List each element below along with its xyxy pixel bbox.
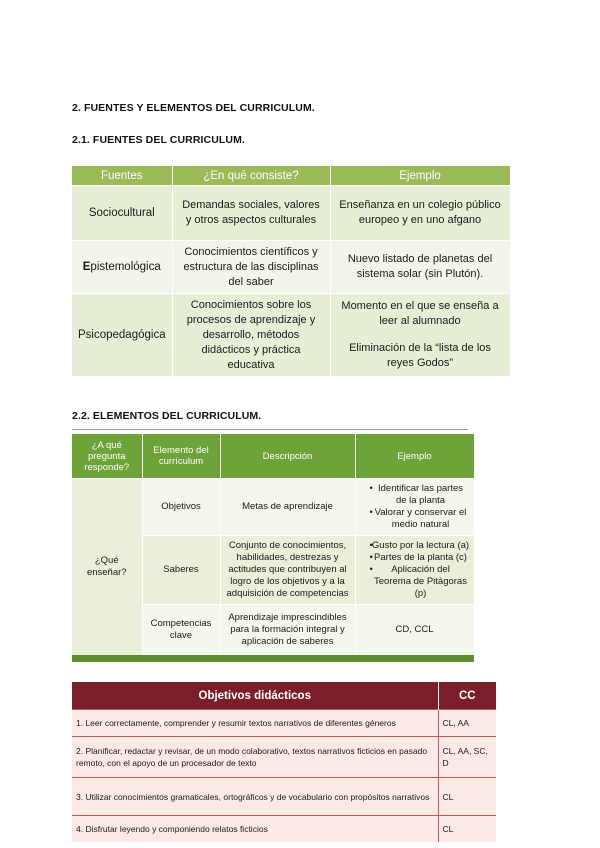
descripcion-cell: Conjunto de conocimientos, habilidades, destrezas y actitudes que contribuyen al logro de los objetivos y a la adquisición de competencias	[220, 536, 355, 605]
consiste-cell: Demandas sociales, valores y otros aspectos culturales	[172, 186, 330, 241]
header-consiste: ¿En qué consiste?	[172, 166, 330, 186]
table-row	[72, 479, 474, 536]
elemento-cell: Competencias clave	[142, 605, 220, 656]
ejemplo-line-1: Momento en el que se enseña a leer al alumnado	[341, 300, 499, 327]
objetivo-cell: 2. Planificar, redactar y revisar, de un modo colaborativo, textos narrativos ficticios en pasado remoto, con el apoyo de un procesador de texto	[72, 737, 438, 778]
ejemplo-cell	[355, 536, 474, 605]
list-item: • Valorar y conservar el medio natural	[372, 507, 470, 531]
objetivos-table	[72, 682, 496, 842]
header-ejemplo: Ejemplo	[355, 434, 474, 479]
header-ejemplo: Ejemplo	[330, 166, 510, 186]
header-descripcion: Descripción	[220, 434, 355, 479]
ejemplo-line-2: Eliminación de la “lista de los reyes Godos”	[349, 342, 491, 369]
descripcion-cell: Aprendizaje imprescindibles para la formación integral y aplicación de saberes	[220, 605, 355, 656]
ejemplo-cell	[330, 294, 510, 377]
ejemplo-list	[360, 483, 470, 531]
header-fuentes: Fuentes	[72, 166, 172, 186]
objetivo-cell: 4. Disfrutar leyendo y componiendo relatos ficticios	[72, 816, 438, 843]
table-row	[72, 778, 496, 816]
cc-cell: CL, AA, SC, D	[438, 737, 496, 778]
objetivo-cell: 3. Utilizar conocimientos gramaticales, ortográficos y de vocabulario con propósitos narrativos	[72, 778, 438, 816]
elemento-cell: Objetivos	[142, 479, 220, 536]
table-header-row	[72, 166, 510, 186]
table-header-row	[72, 682, 496, 710]
list-item: • Identificar las partes de la planta	[372, 483, 470, 507]
section-heading-2: 2. FUENTES Y ELEMENTOS DEL CURRICULUM.	[72, 102, 315, 114]
cc-cell: CL, AA	[438, 710, 496, 737]
divider	[72, 429, 468, 430]
table-row	[72, 737, 496, 778]
fuente-rest: pistemológica	[90, 260, 161, 273]
pregunta-cell: ¿Qué enseñar?	[72, 479, 142, 656]
header-cc: CC	[438, 682, 496, 710]
fuente-cell: Psicopedagógica	[72, 294, 172, 377]
list-item: • Aplicación del Teorema de Pitágoras (p)	[372, 564, 470, 600]
header-pregunta: ¿A qué pregunta responde?	[72, 434, 142, 479]
elementos-table-wrapper	[72, 434, 474, 662]
header-elemento: Elemento del currículum	[142, 434, 220, 479]
fuente-cell	[72, 241, 172, 294]
elemento-cell: Saberes	[142, 536, 220, 605]
fuentes-table	[72, 166, 511, 376]
fuente-cell: Sociocultural	[72, 186, 172, 241]
table-row	[72, 710, 496, 737]
table-row	[72, 241, 510, 294]
ejemplo-cell: Enseñanza en un colegio público europeo y en uno afgano	[330, 186, 510, 241]
table-row	[72, 816, 496, 843]
header-objetivos: Objetivos didácticos	[72, 682, 438, 710]
section-heading-2-1: 2.1. FUENTES DEL CURRICULUM.	[72, 134, 245, 146]
table-bottom-bar	[72, 655, 474, 662]
ejemplo-cell	[355, 479, 474, 536]
ejemplo-list	[360, 540, 470, 600]
cc-cell: CL	[438, 816, 496, 843]
list-item: • Partes de la planta (c)	[372, 552, 470, 564]
ejemplo-cell: Nuevo listado de planetas del sistema solar (sin Plutón).	[330, 241, 510, 294]
consiste-cell: Conocimientos científicos y estructura de las disciplinas del saber	[172, 241, 330, 294]
cc-cell: CL	[438, 778, 496, 816]
descripcion-cell: Metas de aprendizaje	[220, 479, 355, 536]
elementos-table	[72, 434, 475, 655]
list-item: • Gusto por la lectura (a)	[372, 540, 470, 552]
ejemplo-cell: CD, CCL	[355, 605, 474, 656]
table-row	[72, 294, 510, 377]
section-heading-2-2: 2.2. ELEMENTOS DEL CURRICULUM.	[72, 410, 262, 422]
objetivo-cell: 1. Leer correctamente, comprender y resumir textos narrativos de diferentes géneros	[72, 710, 438, 737]
table-header-row	[72, 434, 474, 479]
consiste-cell: Conocimientos sobre los procesos de aprendizaje y desarrollo, métodos didácticos y práctica educativa	[172, 294, 330, 377]
table-row	[72, 186, 510, 241]
fuente-initial: E	[82, 260, 91, 273]
